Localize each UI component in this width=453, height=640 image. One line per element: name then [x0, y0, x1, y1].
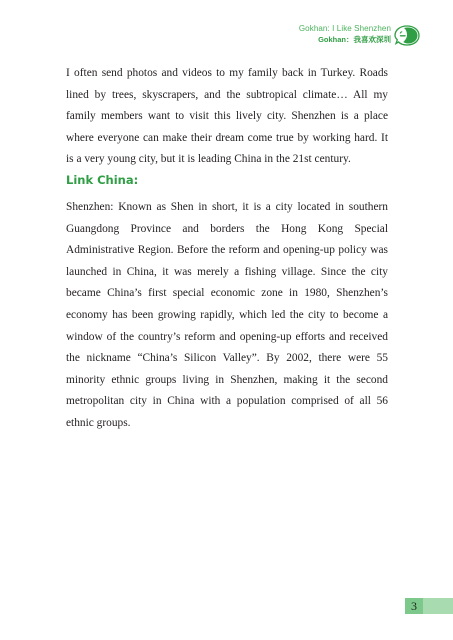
header-title-english: Gokhan: I Like Shenzhen — [298, 24, 391, 33]
running-header — [299, 23, 391, 45]
section-heading: Link China: — [66, 173, 139, 187]
speech-bubble-icon — [394, 25, 420, 47]
page-number-accent — [423, 598, 453, 614]
page-number-tab — [405, 598, 453, 614]
header-title-chinese: Gokhan：我喜欢深圳 — [318, 35, 391, 44]
body-paragraph-2: Shenzhen: Known as Shen in short, it is a city located in southern Guangdong Province and borders the Hong Kong Special Administrative Region. Before the reform and opening-up policy was launched in China, it was merely a fishing village. Since the city became China’s first special economic zone in 1980, Shenzhen’s economy has been growing rapidly, which led the city to become a window of the country’s reform and opening-up efforts and received the nickname “China’s Silicon Valley”. By 2002, there were 55 minority ethnic groups living in Shenzhen, making it the second metropolitan city in China with a population comprised of all 56 ethnic groups. — [66, 201, 388, 429]
body-paragraph-1: I often send photos and videos to my family back in Turkey. Roads lined by trees, skyscrapers, and the subtropical climate… All my family members want to visit this lively city. Shenzhen is a place where everyone can make their dream come true by working hard. It is a very young city, but it is leading China in the 21st century. — [66, 67, 388, 166]
page-number: 3 — [405, 598, 423, 614]
